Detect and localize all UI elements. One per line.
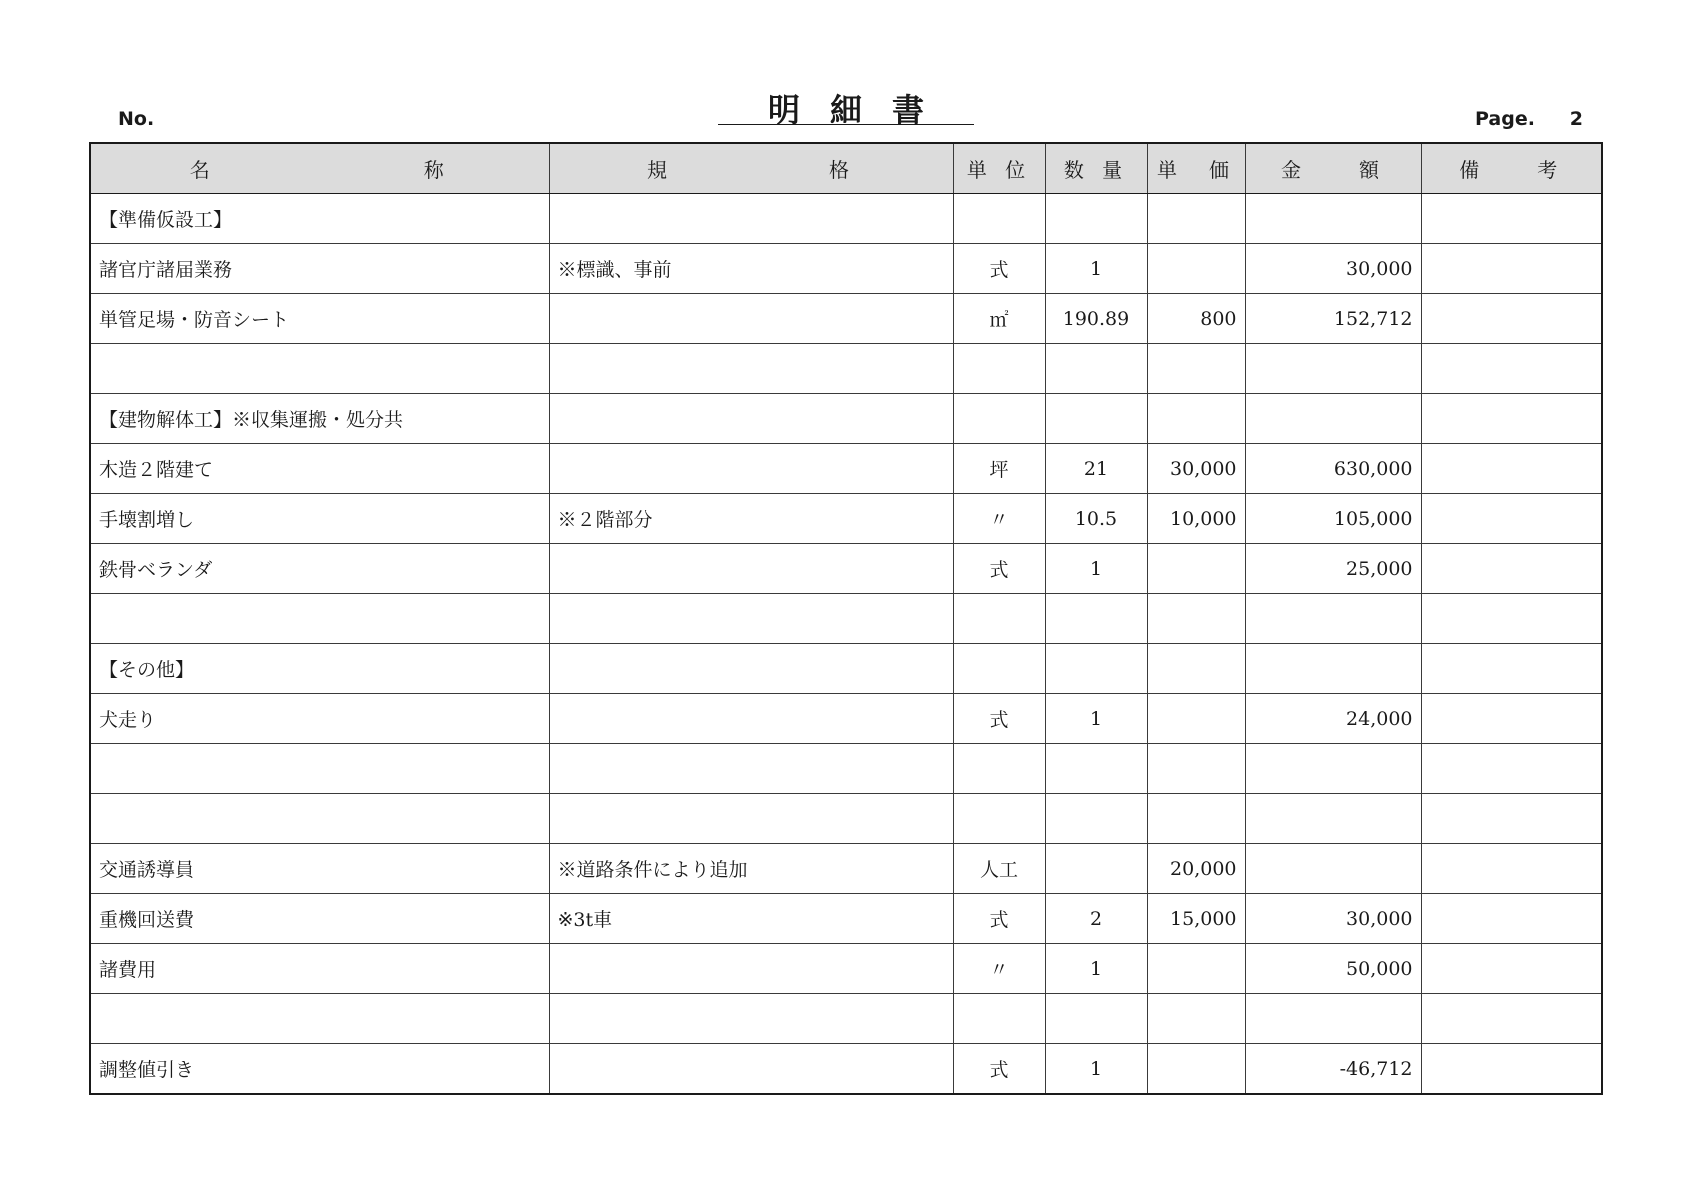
cell-unit (953, 594, 1045, 644)
cell-remarks (1421, 494, 1602, 544)
cell-unit: ㎡ (953, 294, 1045, 344)
cell-name: 交通誘導員 (90, 844, 549, 894)
cell-name (90, 594, 549, 644)
document-number-label: No. (118, 108, 155, 130)
cell-price: 30,000 (1147, 444, 1245, 494)
table-row (90, 244, 1602, 294)
cell-price (1147, 344, 1245, 394)
table-row (90, 844, 1602, 894)
cell-unit: 式 (953, 544, 1045, 594)
cell-remarks (1421, 644, 1602, 694)
cell-amount: 30,000 (1245, 894, 1421, 944)
cell-amount: 30,000 (1245, 244, 1421, 294)
cell-spec (549, 594, 953, 644)
cell-qty: 21 (1045, 444, 1147, 494)
cell-price (1147, 194, 1245, 244)
cell-remarks (1421, 794, 1602, 844)
cell-price (1147, 394, 1245, 444)
cell-spec: ※3t車 (549, 894, 953, 944)
column-header-qty: 数 量 (1045, 143, 1147, 194)
cell-amount (1245, 744, 1421, 794)
cell-unit: 〃 (953, 944, 1045, 994)
cell-unit: 式 (953, 1044, 1045, 1095)
cell-price (1147, 994, 1245, 1044)
cell-remarks (1421, 194, 1602, 244)
cell-price (1147, 594, 1245, 644)
cell-amount (1245, 594, 1421, 644)
page-label: Page. (1475, 108, 1535, 130)
cell-qty (1045, 994, 1147, 1044)
cell-name: 重機回送費 (90, 894, 549, 944)
cell-unit: 式 (953, 244, 1045, 294)
cell-name: 犬走り (90, 694, 549, 744)
cell-unit (953, 394, 1045, 444)
cell-unit (953, 794, 1045, 844)
column-header-unit: 単 位 (953, 143, 1045, 194)
column-header-amount: 金 額 (1245, 143, 1421, 194)
cell-spec: ※標識、事前 (549, 244, 953, 294)
cell-qty (1045, 394, 1147, 444)
table-row (90, 744, 1602, 794)
cell-name: 【その他】 (90, 644, 549, 694)
table-row (90, 994, 1602, 1044)
cell-name (90, 744, 549, 794)
table-row (90, 644, 1602, 694)
cell-amount: -46,712 (1245, 1044, 1421, 1095)
cell-name: 手壊割増し (90, 494, 549, 544)
cell-name: 単管足場・防音シート (90, 294, 549, 344)
column-header-price: 単 価 (1147, 143, 1245, 194)
cell-remarks (1421, 394, 1602, 444)
cell-unit: 人工 (953, 844, 1045, 894)
table-row (90, 194, 1602, 244)
cell-spec (549, 744, 953, 794)
cell-amount: 25,000 (1245, 544, 1421, 594)
cell-spec (549, 1044, 953, 1095)
cell-spec (549, 794, 953, 844)
cell-spec (549, 944, 953, 994)
cell-spec (549, 994, 953, 1044)
cell-spec (549, 444, 953, 494)
cell-name: 調整値引き (90, 1044, 549, 1095)
cell-qty (1045, 344, 1147, 394)
cell-unit (953, 644, 1045, 694)
cell-price: 20,000 (1147, 844, 1245, 894)
cell-spec (549, 344, 953, 394)
cell-remarks (1421, 844, 1602, 894)
detail-table (89, 142, 1603, 1095)
cell-qty (1045, 194, 1147, 244)
table-row (90, 894, 1602, 944)
cell-remarks (1421, 294, 1602, 344)
cell-remarks (1421, 944, 1602, 994)
cell-qty: 1 (1045, 244, 1147, 294)
cell-qty: 10.5 (1045, 494, 1147, 544)
cell-name (90, 794, 549, 844)
cell-name: 【準備仮設工】 (90, 194, 549, 244)
cell-qty (1045, 594, 1147, 644)
cell-unit (953, 994, 1045, 1044)
cell-unit (953, 344, 1045, 394)
cell-amount: 24,000 (1245, 694, 1421, 744)
cell-qty: 1 (1045, 694, 1147, 744)
table-row (90, 594, 1602, 644)
cell-price: 800 (1147, 294, 1245, 344)
cell-amount (1245, 194, 1421, 244)
cell-remarks (1421, 244, 1602, 294)
cell-amount (1245, 794, 1421, 844)
table-row (90, 394, 1602, 444)
cell-remarks (1421, 594, 1602, 644)
table-row (90, 444, 1602, 494)
cell-unit (953, 744, 1045, 794)
cell-unit (953, 194, 1045, 244)
header-row (90, 143, 1602, 194)
cell-price (1147, 794, 1245, 844)
cell-spec (549, 194, 953, 244)
page-number: 2 (1569, 108, 1583, 130)
cell-amount (1245, 994, 1421, 1044)
cell-remarks (1421, 994, 1602, 1044)
cell-price (1147, 644, 1245, 694)
cell-name (90, 344, 549, 394)
cell-name: 【建物解体工】※収集運搬・処分共 (90, 394, 549, 444)
cell-qty (1045, 794, 1147, 844)
cell-qty: 1 (1045, 944, 1147, 994)
cell-amount: 50,000 (1245, 944, 1421, 994)
table-row (90, 544, 1602, 594)
cell-spec (549, 694, 953, 744)
cell-amount (1245, 844, 1421, 894)
cell-unit: 〃 (953, 494, 1045, 544)
cell-remarks (1421, 344, 1602, 394)
cell-price (1147, 544, 1245, 594)
cell-remarks (1421, 894, 1602, 944)
table-row (90, 1044, 1602, 1095)
cell-remarks (1421, 544, 1602, 594)
cell-remarks (1421, 744, 1602, 794)
cell-price (1147, 1044, 1245, 1095)
table-row (90, 694, 1602, 744)
cell-spec: ※道路条件により追加 (549, 844, 953, 894)
cell-amount: 152,712 (1245, 294, 1421, 344)
cell-price (1147, 694, 1245, 744)
cell-spec (549, 544, 953, 594)
cell-name: 鉄骨ベランダ (90, 544, 549, 594)
table-row (90, 344, 1602, 394)
cell-qty: 190.89 (1045, 294, 1147, 344)
cell-qty: 1 (1045, 1044, 1147, 1095)
cell-amount: 105,000 (1245, 494, 1421, 544)
cell-qty (1045, 844, 1147, 894)
cell-remarks (1421, 1044, 1602, 1095)
cell-price (1147, 944, 1245, 994)
cell-spec (549, 294, 953, 344)
column-header-name: 名 称 (90, 143, 549, 194)
cell-name: 諸費用 (90, 944, 549, 994)
table-row (90, 944, 1602, 994)
cell-price: 10,000 (1147, 494, 1245, 544)
cell-qty: 2 (1045, 894, 1147, 944)
column-header-remarks: 備 考 (1421, 143, 1602, 194)
cell-spec (549, 644, 953, 694)
cell-unit: 坪 (953, 444, 1045, 494)
cell-remarks (1421, 694, 1602, 744)
document-title: 明細書 (767, 91, 954, 129)
table-row (90, 794, 1602, 844)
cell-unit: 式 (953, 894, 1045, 944)
cell-amount: 630,000 (1245, 444, 1421, 494)
table-row (90, 294, 1602, 344)
cell-name (90, 994, 549, 1044)
cell-amount (1245, 344, 1421, 394)
cell-qty (1045, 644, 1147, 694)
column-header-spec: 規 格 (549, 143, 953, 194)
table-row (90, 494, 1602, 544)
cell-qty (1045, 744, 1147, 794)
cell-spec (549, 394, 953, 444)
cell-remarks (1421, 444, 1602, 494)
cell-price: 15,000 (1147, 894, 1245, 944)
title-underline (718, 124, 974, 125)
cell-unit: 式 (953, 694, 1045, 744)
cell-price (1147, 244, 1245, 294)
detail-body (90, 194, 1602, 1095)
cell-spec: ※２階部分 (549, 494, 953, 544)
cell-name: 木造２階建て (90, 444, 549, 494)
cell-price (1147, 744, 1245, 794)
cell-amount (1245, 394, 1421, 444)
cell-amount (1245, 644, 1421, 694)
cell-name: 諸官庁諸届業務 (90, 244, 549, 294)
cell-qty: 1 (1045, 544, 1147, 594)
